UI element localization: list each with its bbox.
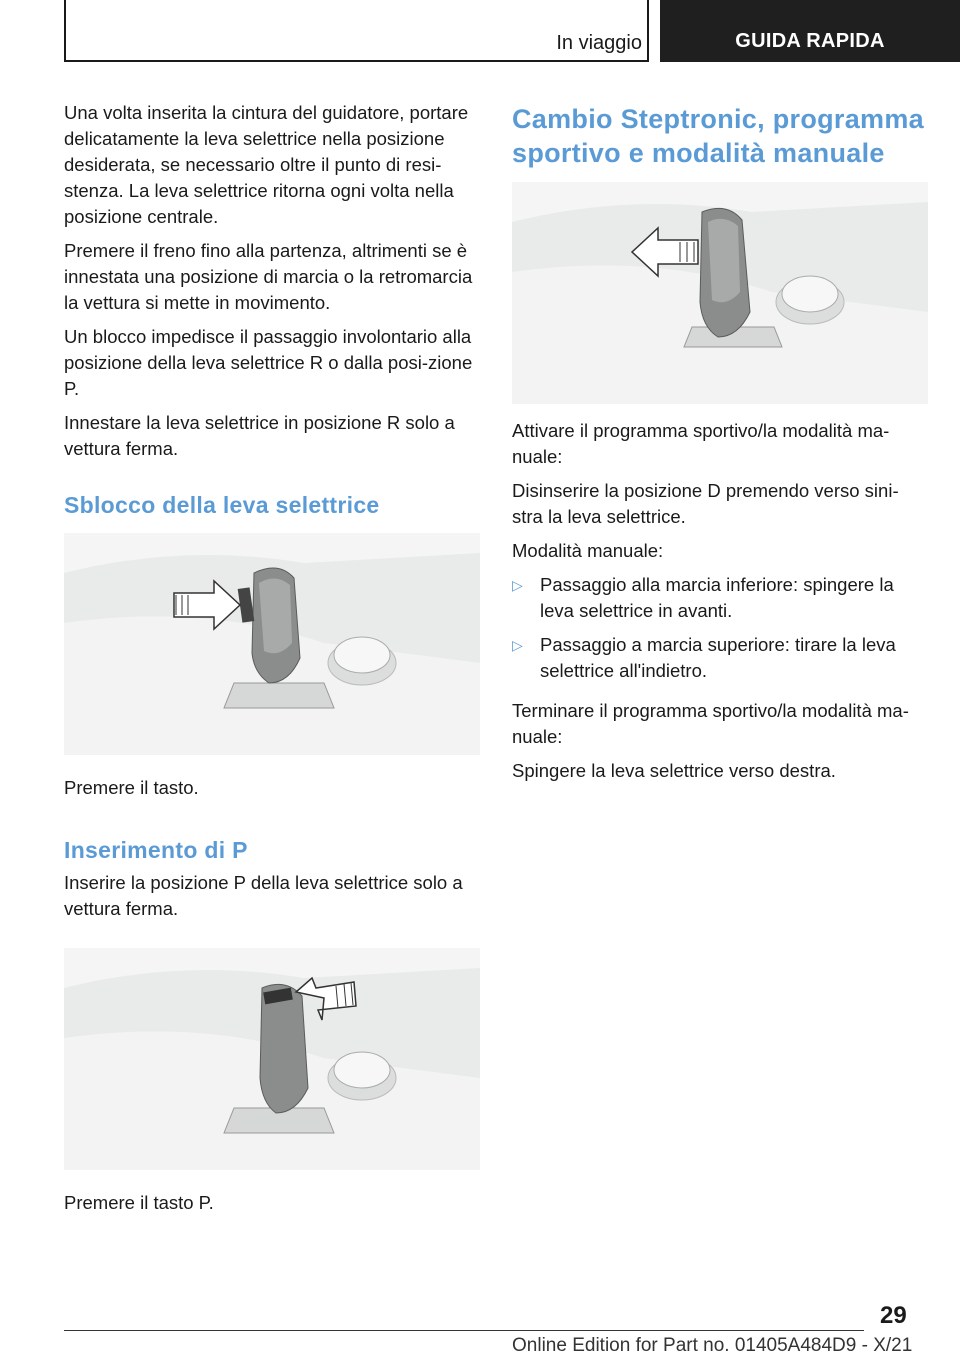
paragraph: Una volta inserita la cintura del guidatore, portare delicatamente la leva selettrice nella posizione desiderata, se necessario oltre il punto di resi-stenza. La leva selettrice ritorna ogni volta nella posizione centrale. [64,102,469,227]
list-item: ▷ Passaggio alla marcia inferiore: spingere la leva selettrice in avanti. [512,574,894,621]
right-column [512,100,928,792]
section-title-steptronic: Cambio Steptronic, programma sportivo e modalità manuale [512,104,924,168]
paragraph: Modalità manuale: [512,540,664,561]
figure-caption: Premere il tasto P. [64,1192,214,1213]
list-item: ▷ Passaggio a marcia superiore: tirare la leva selettrice all'indietro. [512,634,896,681]
figure-caption: Premere il tasto. [64,777,199,798]
triangle-bullet-icon: ▷ [512,577,523,593]
paragraph: Disinserire la posizione D premendo verso sini-stra la leva selettrice. [512,480,899,527]
triangle-bullet-icon: ▷ [512,637,523,653]
page-number: 29 [880,1302,907,1329]
paragraph: Un blocco impedisce il passaggio involontario alla posizione della leva selettrice R o dalla posi-zione P. [64,326,473,399]
paragraph: Premere il freno fino alla partenza, altrimenti se è innestata una posizione di marcia o la retromarcia la vettura si mette in movimento. [64,240,473,313]
left-column [64,100,480,1224]
footer-edition: Online Edition for Part no. 01405A484D9 - X/21 [512,1335,913,1356]
footer-divider [64,1330,864,1331]
paragraph: Innestare la leva selettrice in posizione R solo a vettura ferma. [64,412,455,459]
gear-lever-unlock-illustration [64,533,480,755]
paragraph: Attivare il programma sportivo/la modalità ma-nuale: [512,420,890,467]
gear-lever-sport-mode-illustration [512,182,928,404]
paragraph: Spingere la leva selettrice verso destra. [512,760,836,781]
section-title-sblocco: Sblocco della leva selettrice [64,492,380,518]
paragraph: Terminare il programma sportivo/la modalità ma-nuale: [512,700,909,747]
section-title-inserimento: Inserimento di P [64,837,248,863]
manual-mode-steps [512,572,928,684]
header-chapter-tab: GUIDA RAPIDA [660,0,960,62]
gear-lever-park-illustration [64,948,480,1170]
paragraph: Inserire la posizione P della leva selettrice solo a vettura ferma. [64,872,463,919]
header-section-title: In viaggio [556,32,642,54]
